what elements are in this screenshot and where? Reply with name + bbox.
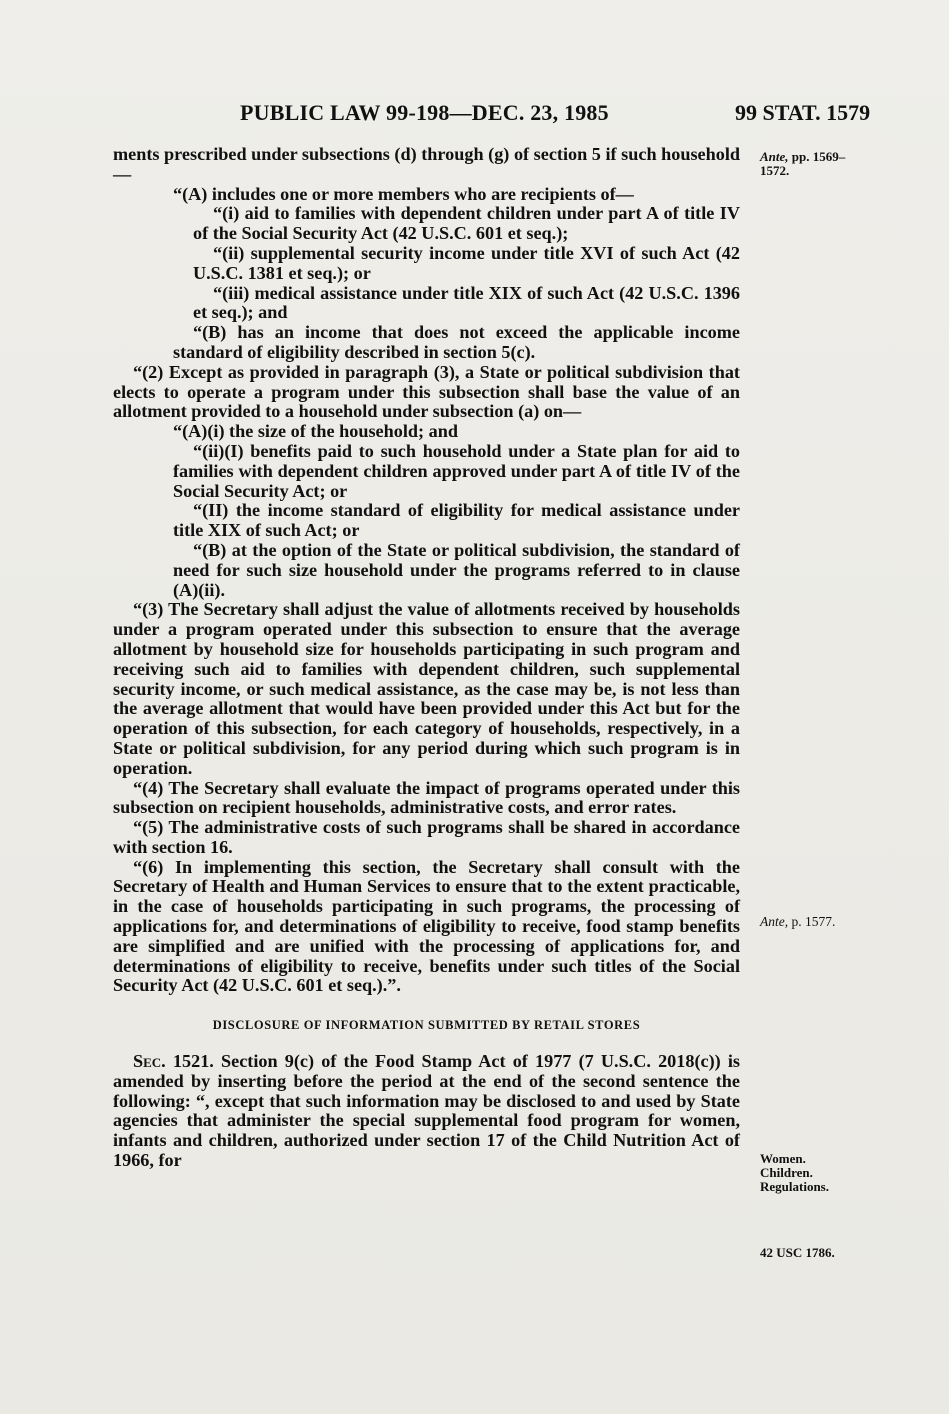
margin-note-ante-1569 [760,150,845,178]
section-label: Sec. [133,1051,166,1072]
paragraph: “(ii) supplemental security income under title XVI of such Act (42 U.S.C. 1381 et seq.); or [193,242,740,283]
paragraph: “(i) aid to families with dependent children under part A of title IV of the Social Security Act (42 U.S.C. 601 et seq.); [193,203,740,244]
paragraph: “(3) The Secretary shall adjust the value of allotments received by households under a program operated under this subsection to ensure that the average allotment by household size for households participating in such program and receiving such aid to families with dependent children, such supplemental security income, or such medical assistance, as the case may be, is not less than the average allotment that would have been provided under this Act but for the operation of this subsection, for each category of households, respectively, in a State or political subdivision, for any period during which such program is in operation. [113,599,740,778]
section-heading: DISCLOSURE OF INFORMATION SUBMITTED BY RETAIL STORES [212,1018,641,1033]
page-header-title: PUBLIC LAW 99-198—DEC. 23, 1985 [240,100,609,125]
paragraph: “(iii) medical assistance under title XIX of such Act (42 U.S.C. 1396 et seq.); and [193,282,740,323]
paragraph: ments prescribed under subsections (d) through (g) of section 5 if such household— [113,144,740,184]
margin-note-regulations: Regulations. [760,1179,829,1194]
ante-italic: Ante, [760,914,789,929]
paragraph: “(B) has an income that does not exceed the applicable income standard of eligibility described in section 5(c). [173,322,740,362]
body-text [113,145,740,1171]
paragraph: “(2) Except as provided in paragraph (3), a State or political subdivision that elects to operate a program under this subsection shall base the value of an allotment provided to a household under subsection (a) on— [113,361,740,422]
paragraph: “(II) the income standard of eligibility for medical assistance under title XIX of such Act; or [173,500,740,541]
margin-note-ante-1577 [760,915,835,929]
ante-pages-line2: 1572. [760,163,790,178]
ante-pages: pp. 1569– [791,149,846,164]
paragraph: “(A)(i) the size of the household; and [173,421,458,442]
paragraph: “(5) The administrative costs of such programs shall be shared in accordance with section 16. [113,817,740,857]
paragraph: “(A) includes one or more members who are recipients of— [173,183,634,204]
margin-note-children: Children. [760,1165,813,1180]
ante-page: p. 1577. [791,914,836,929]
page-header-stat: 99 STAT. 1579 [735,100,871,125]
margin-note-women: Women. [760,1151,806,1166]
paragraph: “(B) at the option of the State or political subdivision, the standard of need for such size household under the programs referred to in clause (A)(ii). [173,539,740,600]
paragraph: “(ii)(I) benefits paid to such household under a State plan for aid to families with dependent children approved under part A of title IV of the Social Security Act; or [173,440,740,501]
paragraph: “(4) The Secretary shall evaluate the impact of programs operated under this subsection on recipient households, administrative costs, and error rates. [113,777,740,818]
paragraph: “(6) In implementing this section, the Secretary shall consult with the Secretary of Health and Human Services to ensure that to the extent practicable, in the case of households participating in such programs, the processing of applications for, and determinations of eligibility to receive, food stamp benefits are simplified and are unified with the processing of applications for, and determinations of eligibility to receive, benefits under such titles of the Social Security Act (42 U.S.C. 601 et seq.).”. [113,856,740,996]
margin-note-women-children-regulations [760,1152,829,1194]
margin-note-usc-1786: 42 USC 1786. [760,1245,835,1260]
ante-italic: Ante, [760,149,789,164]
section-text: 1521. Section 9(c) of the Food Stamp Act of 1977 (7 U.S.C. 2018(c)) is amended by inserting before the period at the end of the second sentence the following: “, except that such information may be disclosed to and used by State agencies that administer the special supplemental food program for women, infants and children, authorized under section 17 of the Child Nutrition Act of 1966, for [113,1051,741,1171]
paragraph [113,1052,740,1171]
